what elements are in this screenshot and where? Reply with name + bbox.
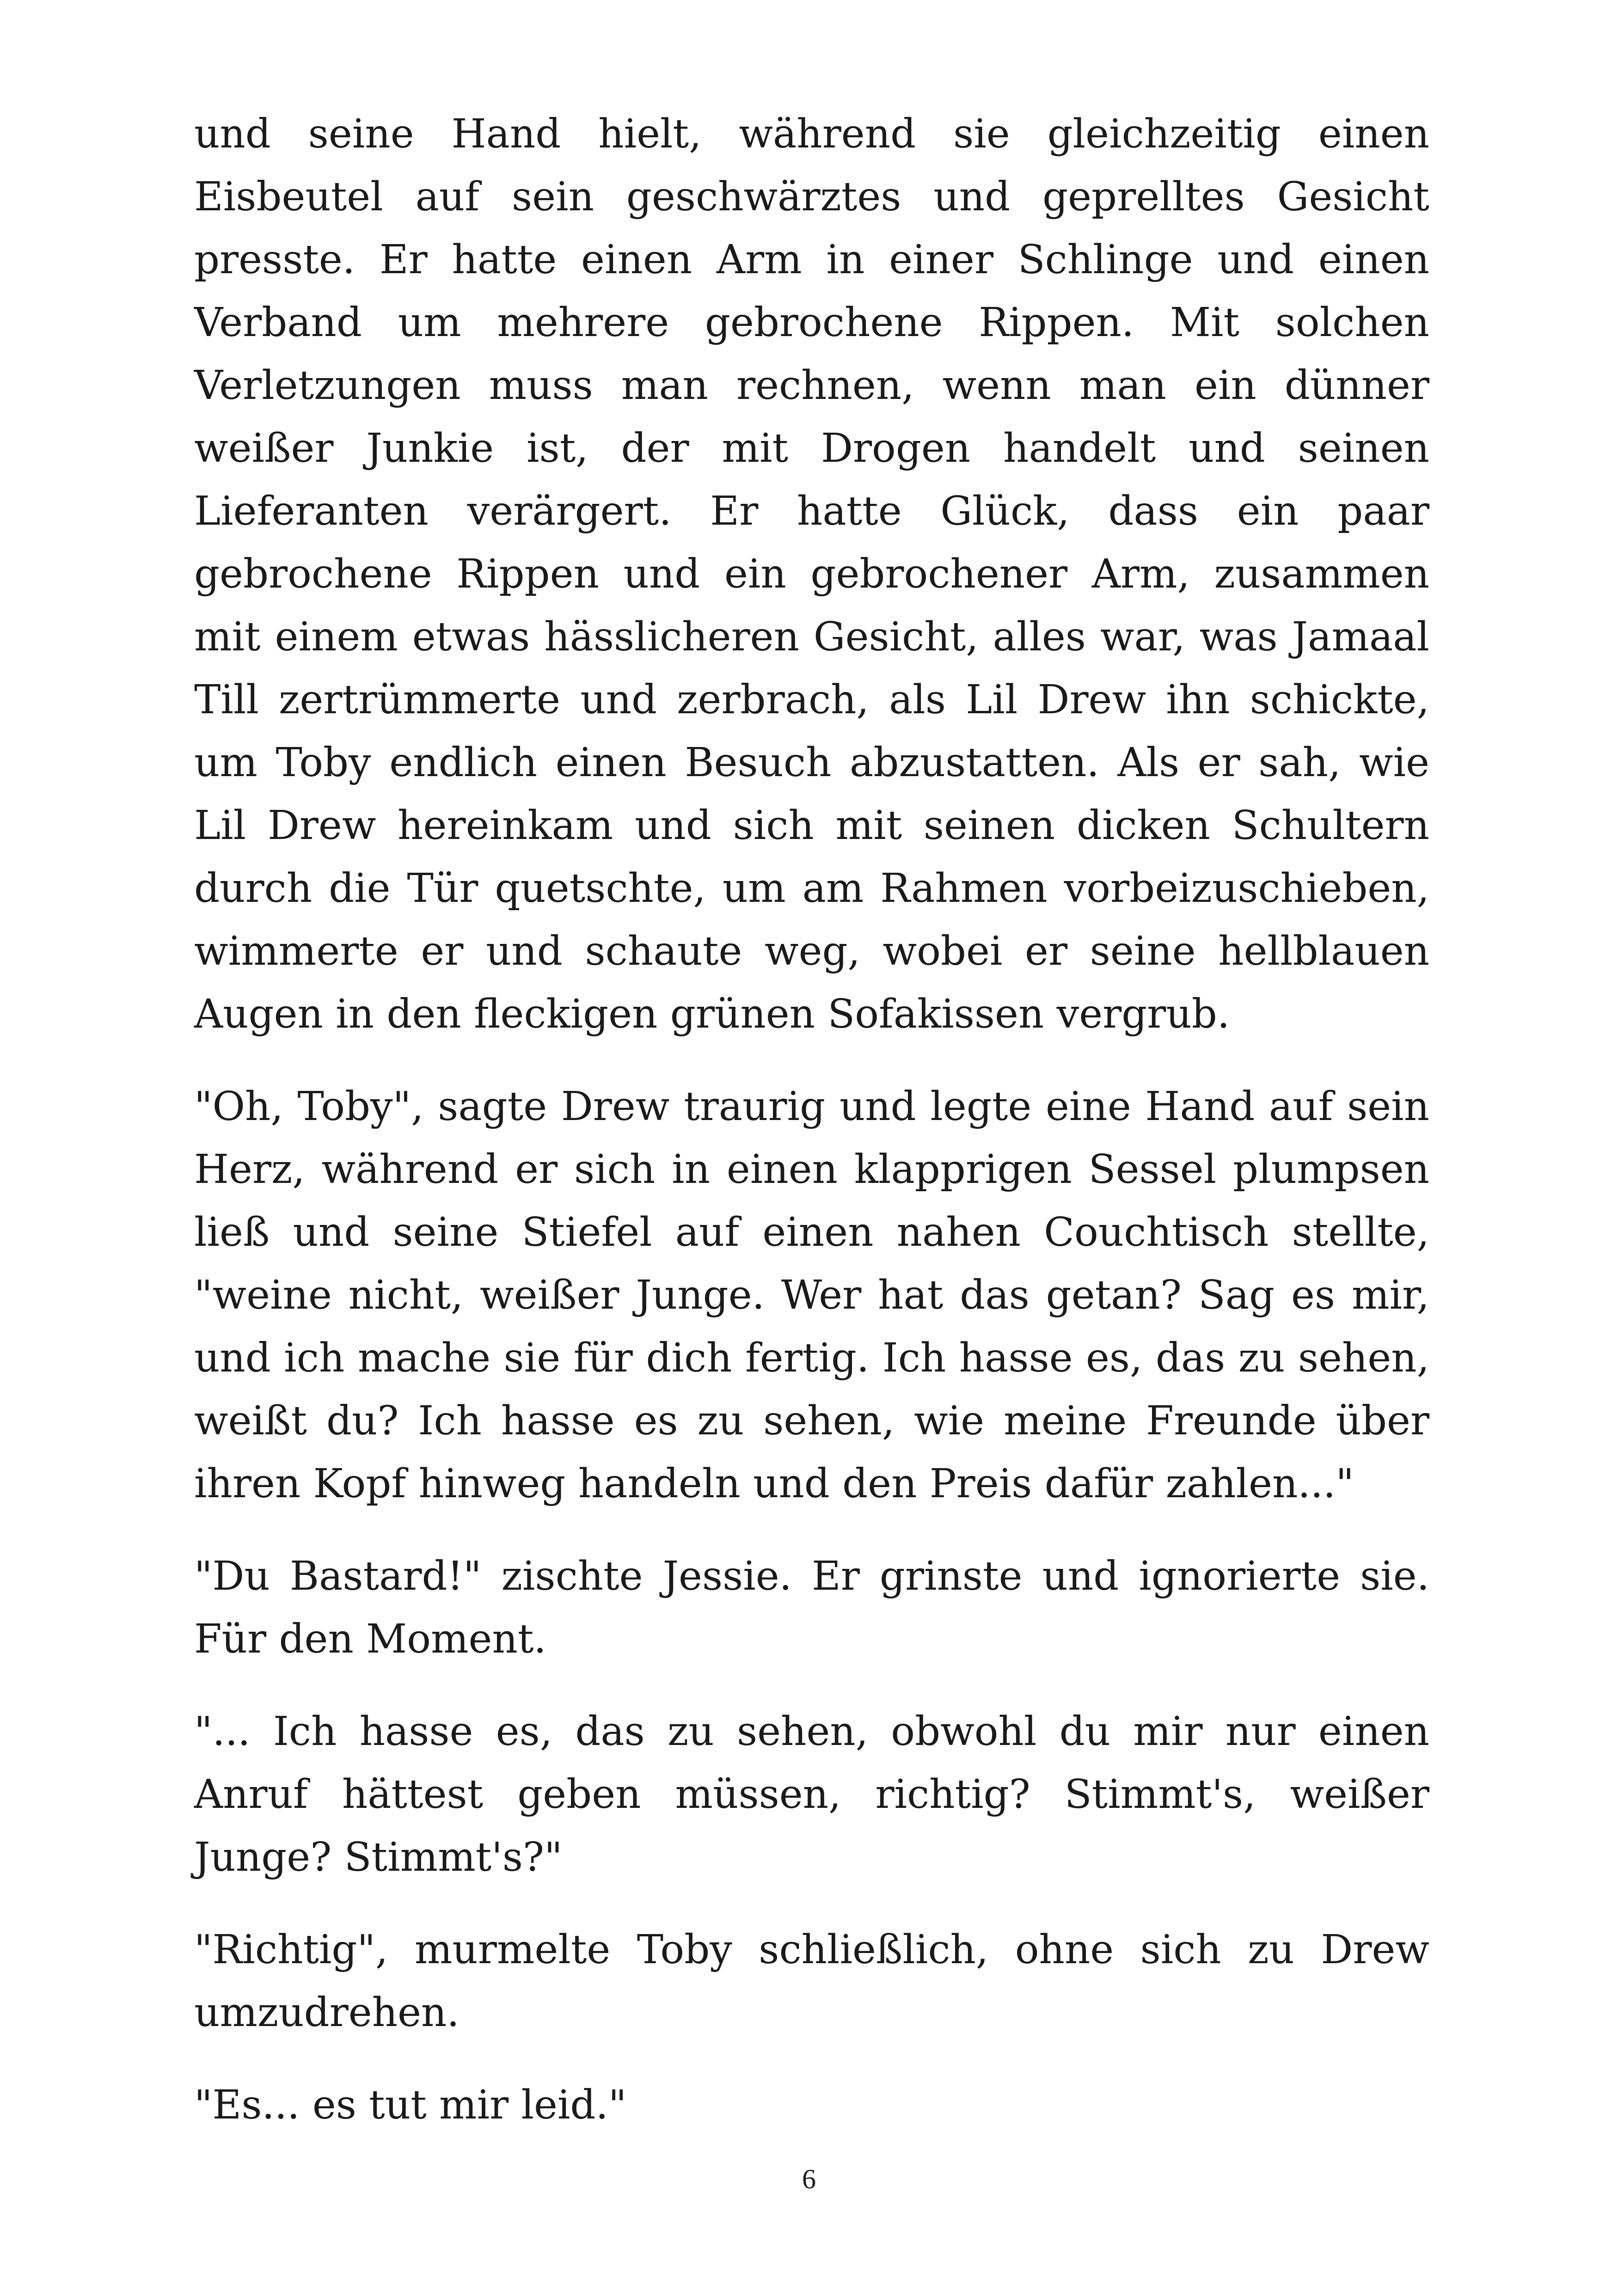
- paragraph: "Du Bastard!" zischte Jessie. Er grinste und ignorierte sie. Für den Moment.: [194, 1553, 1429, 1662]
- paragraph: "... Ich hasse es, das zu sehen, obwohl du mir nur einen Anruf hättest geben müssen, richtig? Stimmt's, weißer Junge? Stimmt's?": [194, 1708, 1429, 1880]
- page-number: 6: [802, 2164, 816, 2194]
- paragraph: und seine Hand hielt, während sie gleichzeitig einen Eisbeutel auf sein geschwärztes und geprelltes Gesicht presste. Er hatte einen Arm in einer Schlinge und einen Verband um mehrere gebrochene Rippen. Mit solchen Verletzungen muss man rechnen, wenn man ein dünner weißer Junkie ist, der mit Drogen handelt und seinen Lieferanten verärgert. Er hatte Glück, dass ein paar gebrochene Rippen und ein gebrochener Arm, zusammen mit einem etwas hässlicheren Gesicht, alles war, was Jamaal Till zertrümmerte und zerbrach, als Lil Drew ihn schickte, um Toby endlich einen Besuch abzustatten. Als er sah, wie Lil Drew hereinkam und sich mit seinen dicken Schultern durch die Tür quetschte, um am Rahmen vorbeizuschieben, wimmerte er und schaute weg, wobei er seine hellblauen Augen in den fleckigen grünen Sofakissen vergrub.: [194, 111, 1429, 1037]
- paragraph: "Richtig", murmelte Toby schließlich, ohne sich zu Drew umzudrehen.: [194, 1927, 1429, 2036]
- paragraph: "Oh, Toby", sagte Drew traurig und legte eine Hand auf sein Herz, während er sich in einen klapprigen Sessel plumpsen ließ und seine Stiefel auf einen nahen Couchtisch stellte, "weine nicht, weißer Junge. Wer hat das getan? Sag es mir, und ich mache sie für dich fertig. Ich hasse es, das zu sehen, weißt du? Ich hasse es zu sehen, wie meine Freunde über ihren Kopf hinweg handeln und den Preis dafür zahlen...": [194, 1084, 1429, 1507]
- body-text: [194, 103, 1429, 2166]
- paragraph: "Es... es tut mir leid.": [194, 2082, 627, 2128]
